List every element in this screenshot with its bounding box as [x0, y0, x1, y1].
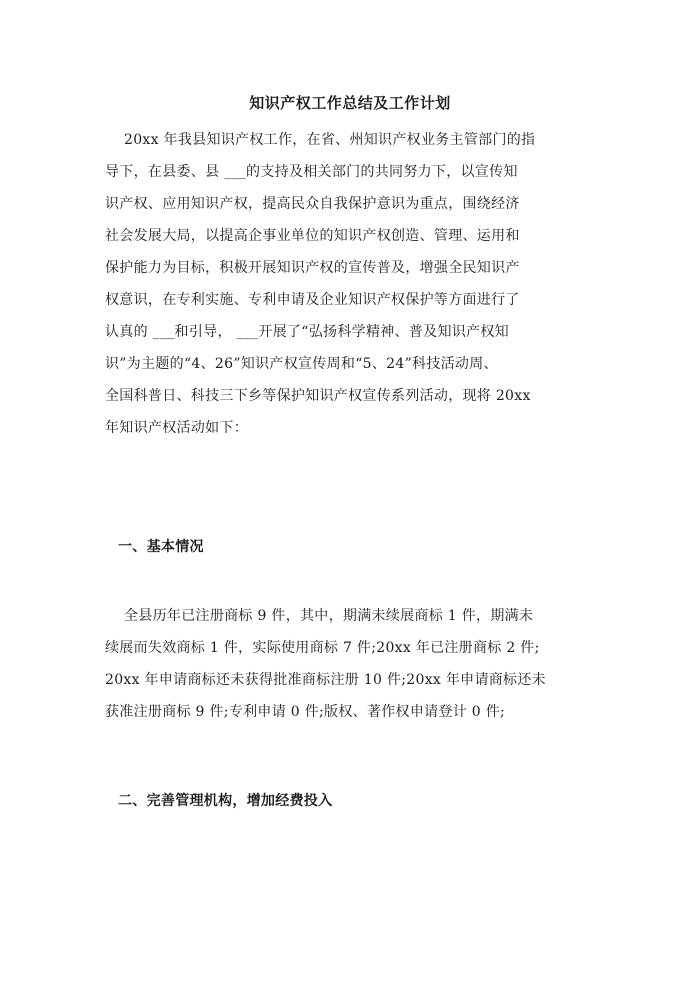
- section1-line: 全县历年已注册商标 9 件，其中，期满未续展商标 1 件，期满未: [124, 608, 534, 624]
- intro-line: 识产权、应用知识产权，提高民众自我保护意识为重点，围绕经济: [105, 196, 520, 212]
- intro-line: 20xx 年我县知识产权工作，在省、州知识产权业务主管部门的指: [124, 132, 536, 148]
- section-heading-management: 二、完善管理机构，增加经费投入: [118, 793, 333, 809]
- intro-line: 导下，在县委、县 ___的支持及相关部门的共同努力下，以宣传知: [105, 164, 518, 180]
- document-title: 知识产权工作总结及工作计划: [249, 94, 451, 112]
- section1-line: 续展而失效商标 1 件，实际使用商标 7 件;20xx 年已注册商标 2 件;: [105, 640, 540, 656]
- intro-line: 社会发展大局，以提高企事业单位的知识产权创造、管理、运用和: [105, 228, 520, 244]
- intro-line: 识”为主题的“4、26”知识产权宣传周和“5、24”科技活动周、: [105, 356, 498, 372]
- section1-line: 20xx 年申请商标还未获得批准商标注册 10 件;20xx 年申请商标还未: [105, 672, 546, 688]
- intro-line: 全国科普日、科技三下乡等保护知识产权宣传系列活动，现将 20xx: [105, 388, 531, 404]
- section-heading-basic-situation: 一、基本情况: [118, 539, 204, 555]
- section1-line: 获准注册商标 9 件;专利申请 0 件;版权、著作权申请登计 0 件;: [105, 704, 506, 720]
- intro-line: 权意识，在专利实施、专利申请及企业知识产权保护等方面进行了: [105, 292, 520, 308]
- intro-line: 年知识产权活动如下：: [105, 420, 248, 436]
- intro-line: 保护能力为目标，积极开展知识产权的宣传普及，增强全民知识产: [105, 260, 520, 276]
- intro-line: 认真的 ___和引导， ___开展了“弘扬科学精神、普及知识产权知: [105, 324, 509, 340]
